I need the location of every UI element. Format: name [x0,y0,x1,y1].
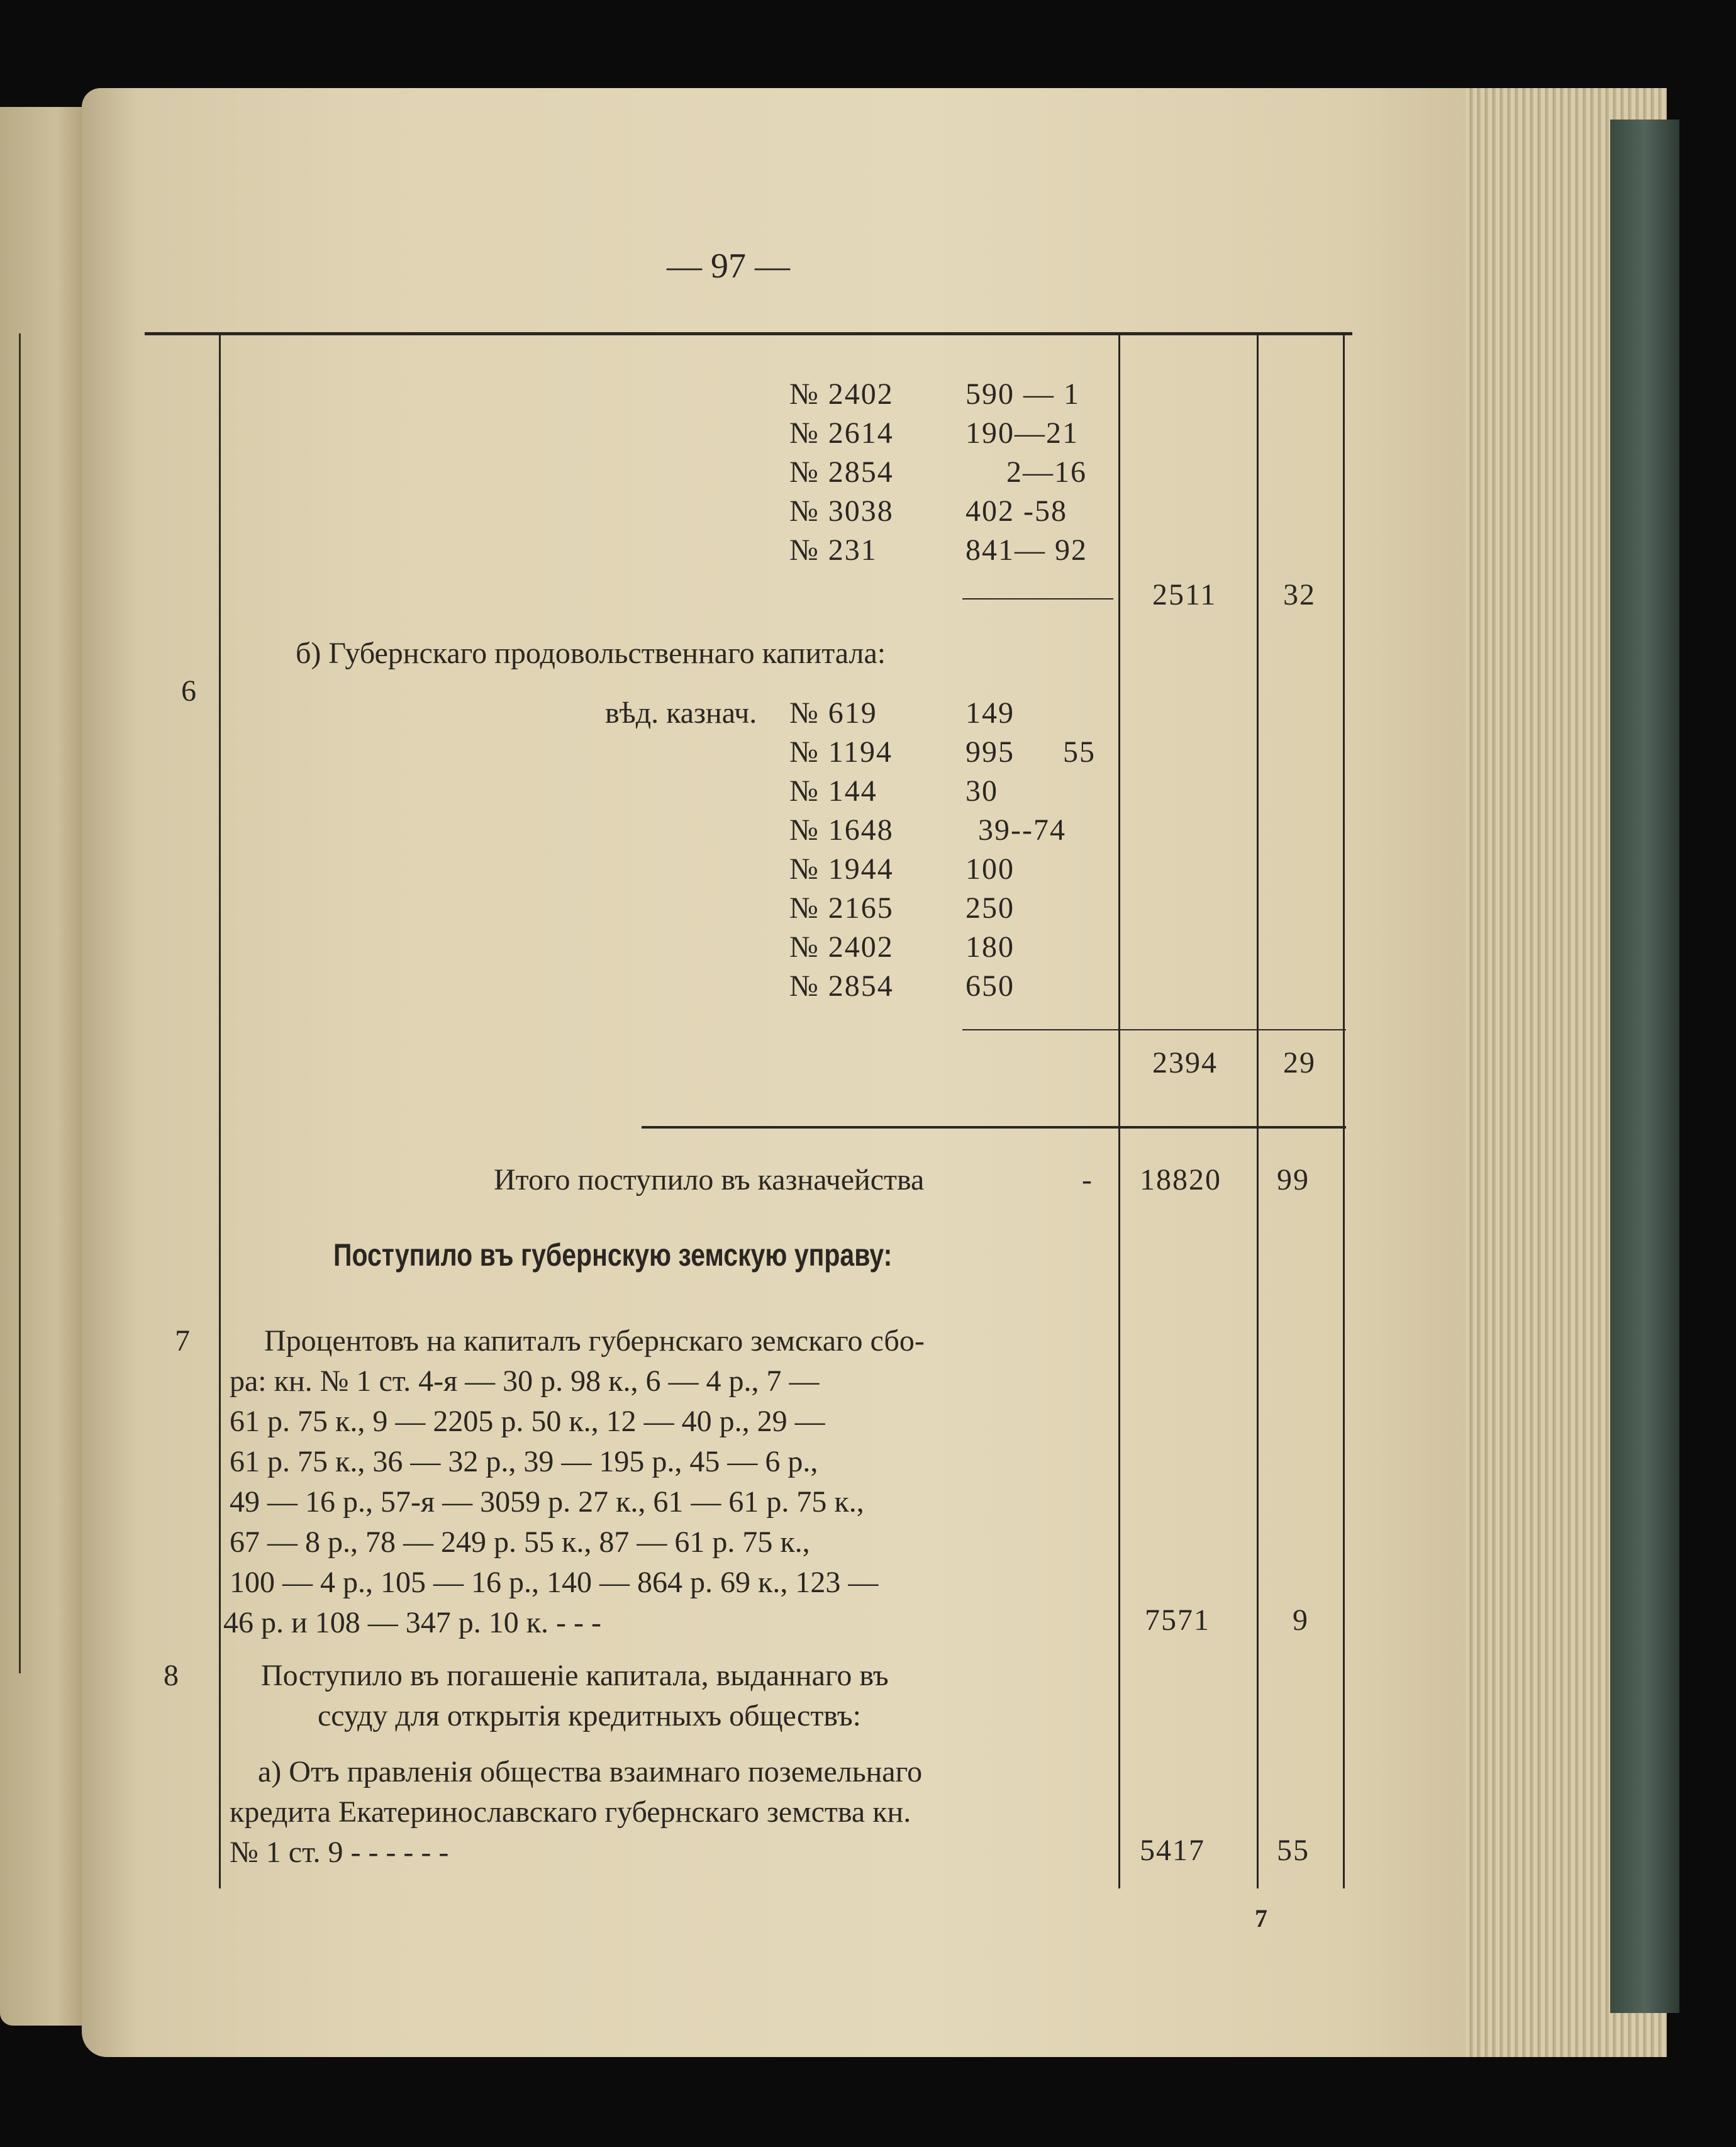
text-line: Процентовъ на капиталъ губернскаго земскаго сбо- [264,1324,925,1358]
list-item-no: № 2402 [789,930,894,964]
list-item-value: 180 [965,930,1015,964]
text-line: 49 — 16 р., 57-я — 3059 р. 27 к., 61 — 61 р. 75 к., [230,1485,864,1519]
itogo-label: Итого поступило въ казначейства [494,1163,925,1196]
entry-8-line: ссуду для открытія кредитныхъ обществъ: [318,1699,861,1732]
text-line: № 1 ст. 9 - - - - - - [230,1836,449,1869]
column-rule-3 [1257,335,1259,1888]
list-item-value: 2—16 [1006,455,1087,489]
text-line: кредита Екатеринославскаго губернскаго земства кн. [230,1795,911,1829]
itogo-rub: 18820 [1140,1163,1221,1196]
text-line: 100 — 4 р., 105 — 16 р., 140 — 864 р. 69 к., 123 — [230,1566,879,1599]
entry-8-rub: 5417 [1140,1834,1205,1867]
list-item-value: 650 [965,969,1015,1003]
top-total-rub: 2511 [1152,578,1217,611]
text-line: а) Отъ правленія общества взаимнаго поземельнаго [258,1755,923,1788]
list-item-value: 590 — 1 [965,377,1080,411]
column-rule-4 [1343,335,1345,1888]
list-item-value: 250 [965,891,1015,925]
itogo-dash: - [1082,1163,1092,1196]
top-total-kop: 32 [1283,578,1316,611]
sum-rule-top [962,598,1113,599]
previous-page-rule [0,333,21,1673]
list-item-value: 100 [965,852,1015,886]
list-item-no: № 2614 [789,416,894,450]
entry-8-line: Поступило въ погашеніе капитала, выданнаго въ [261,1659,889,1692]
list-item-no: № 1648 [789,813,894,847]
section-b-title: б) Губернскаго продовольственнаго капитала: [296,637,886,670]
text-line: 61 р. 75 к., 9 — 2205 р. 50 к., 12 — 40 р., 29 — [230,1405,825,1438]
page-number: — 97 — [667,247,790,286]
itogo-kop: 99 [1277,1163,1310,1196]
column-rule-2 [1118,335,1120,1888]
list-item-no: № 2854 [789,455,894,489]
list-item-value: 402 -58 [965,494,1067,528]
list-item-no: № 1194 [789,735,893,769]
list-item-value: 841— 92 [965,533,1088,567]
table-top-rule [145,332,1352,335]
book-cover [1610,120,1679,2013]
column-rule-1 [219,335,221,1888]
entry-8-kop: 55 [1277,1834,1310,1867]
list-item-value: 149 [965,696,1015,730]
row-number: 7 [175,1324,190,1358]
section-b-total-kop: 29 [1283,1046,1316,1079]
text-line: 46 р. и 108 — 347 р. 10 к. - - - [223,1606,601,1639]
list-item-value: 995 [965,735,1015,769]
section-b-prefix: вѣд. казнач. [605,696,757,730]
sum-rule-b [962,1029,1346,1030]
signature-mark: 7 [1255,1904,1267,1932]
subtotal-rule [642,1126,1346,1129]
text-line: 61 р. 75 к., 36 — 32 р., 39 — 195 р., 45 — 6 р., [230,1445,818,1478]
text-line: 67 — 8 р., 78 — 249 р. 55 к., 87 — 61 р. 75 к., [230,1525,810,1559]
list-item-value: 39--74 [978,813,1066,847]
list-item-value: 190—21 [965,416,1079,450]
list-item-no: № 2402 [789,377,894,411]
row-number: 8 [164,1659,179,1692]
section-heading: Поступило въ губернскую земскую управу: [333,1237,893,1273]
text-line: ра: кн. № 1 ст. 4-я — 30 р. 98 к., 6 — 4 р., 7 — [230,1364,820,1398]
list-item-kop: 55 [1063,735,1096,769]
list-item-no: № 619 [789,696,877,730]
entry-7-rub: 7571 [1145,1603,1210,1637]
row-number: 6 [181,674,196,708]
list-item-no: № 144 [789,774,877,808]
list-item-no: № 3038 [789,494,894,528]
entry-7-kop: 9 [1293,1603,1309,1637]
list-item-value: 30 [965,774,998,808]
list-item-no: № 2854 [789,969,894,1003]
section-b-total-rub: 2394 [1152,1046,1218,1079]
list-item-no: № 2165 [789,891,894,925]
list-item-no: № 1944 [789,852,894,886]
list-item-no: № 231 [789,533,877,567]
